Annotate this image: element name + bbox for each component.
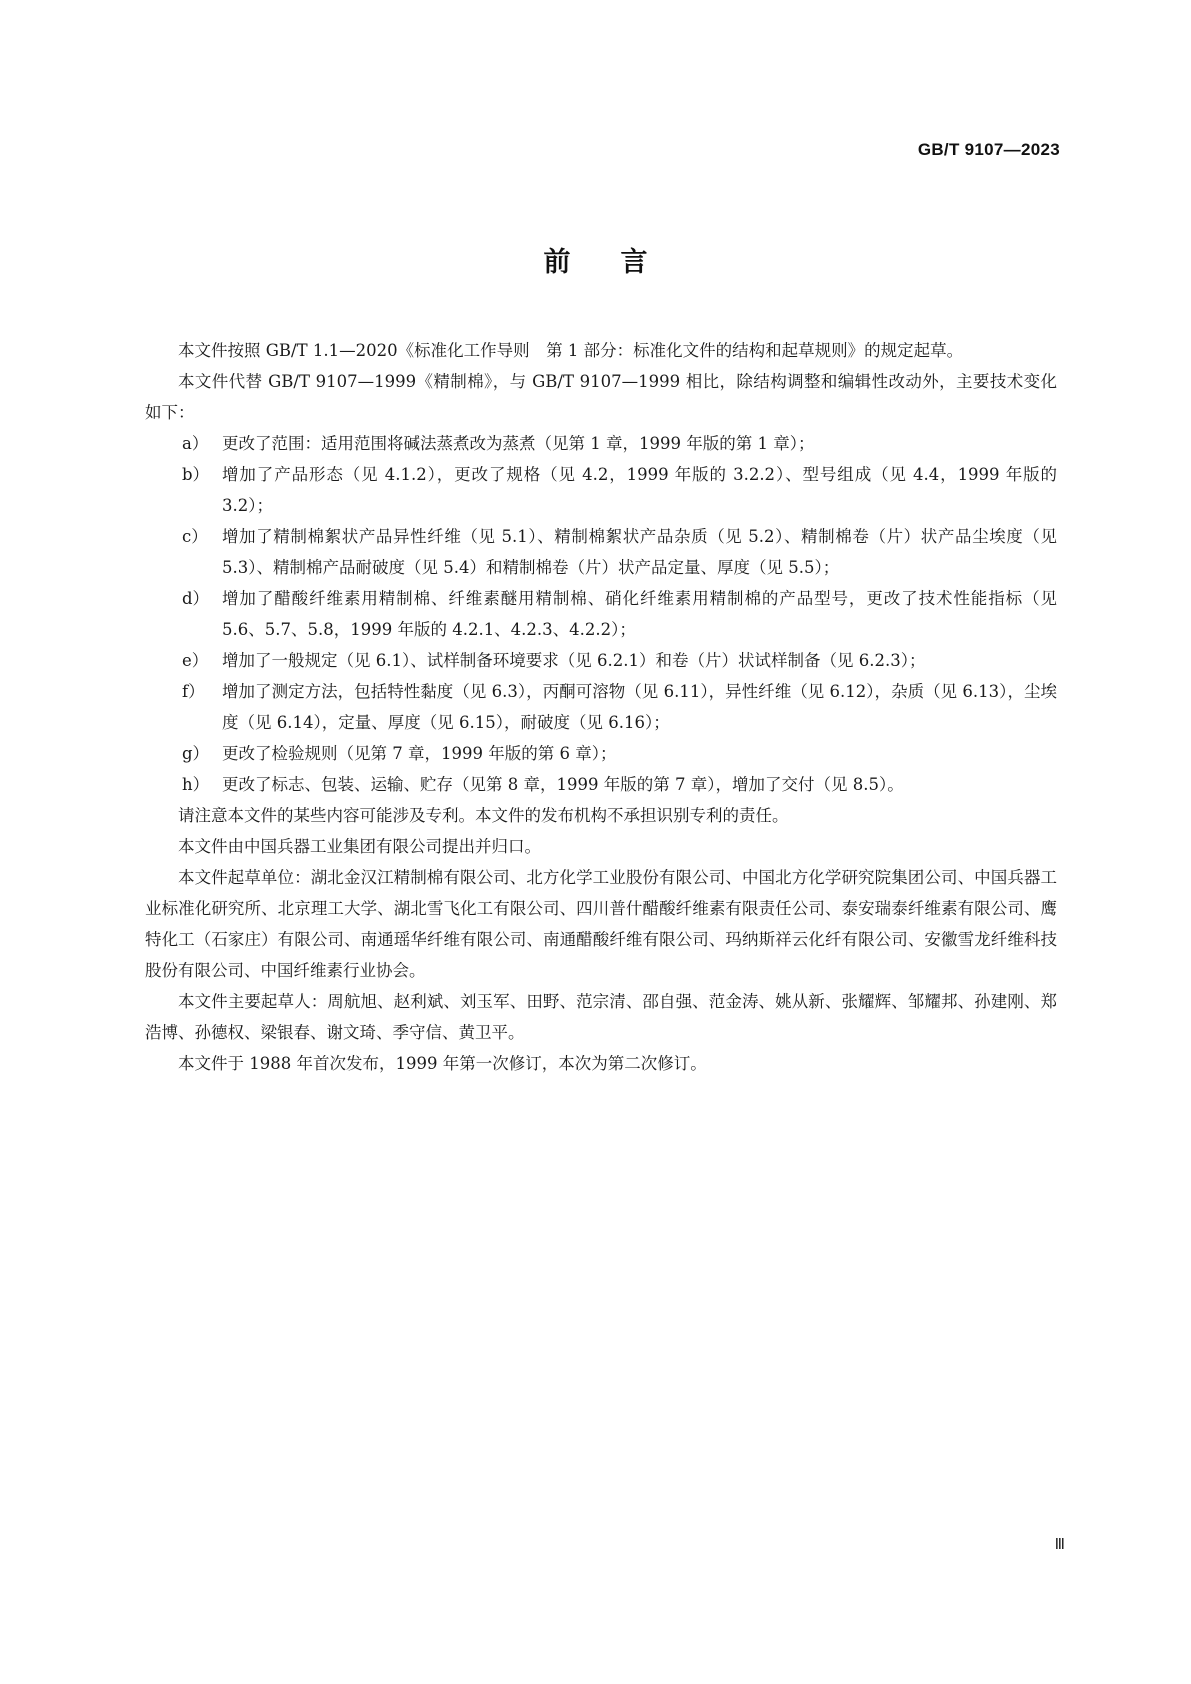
- paragraph: 本文件由中国兵器工业集团有限公司提出并归口。: [178, 837, 541, 856]
- standard-code: GB/T 9107—2023: [917, 140, 1060, 159]
- list-item-text: 增加了精制棉絮状产品异性纤维（见 5.1）、精制棉絮状产品杂质（见 5.2）、精制棉卷（片）状产品尘埃度（见 5.3）、精制棉产品耐破度（见 5.4）和精制棉卷（片）状产品定量、厚度（见 5.5）；: [222, 527, 1057, 577]
- list-marker: c）: [182, 527, 208, 546]
- list-item: [145, 645, 1057, 676]
- paragraph: 本文件于 1988 年首次发布，1999 年第一次修订，本次为第二次修订。: [178, 1054, 707, 1073]
- changes-list: [145, 428, 1057, 800]
- list-item-text: 增加了产品形态（见 4.1.2），更改了规格（见 4.2，1999 年版的 3.2.2）、型号组成（见 4.4，1999 年版的 3.2）；: [222, 465, 1057, 515]
- list-marker: h）: [182, 775, 210, 794]
- list-item-text: 更改了标志、包装、运输、贮存（见第 8 章，1999 年版的第 7 章），增加了交付（见 8.5）。: [222, 775, 904, 794]
- list-marker: d）: [182, 589, 210, 608]
- paragraph: 本文件代替 GB/T 9107—1999《精制棉》，与 GB/T 9107—1999 相比，除结构调整和编辑性改动外，主要技术变化如下：: [145, 372, 1057, 422]
- paragraph: 本文件按照 GB/T 1.1—2020《标准化工作导则 第 1 部分：标准化文件的结构和起草规则》的规定起草。: [178, 341, 964, 360]
- list-item-text: 增加了测定方法，包括特性黏度（见 6.3），丙酮可溶物（见 6.11），异性纤维（见 6.12），杂质（见 6.13），尘埃度（见 6.14），定量、厚度（见 6.15），耐破度（见 6.16）；: [222, 682, 1057, 732]
- list-item-text: 增加了醋酸纤维素用精制棉、纤维素醚用精制棉、硝化纤维素用精制棉的产品型号，更改了技术性能指标（见 5.6、5.7、5.8，1999 年版的 4.2.1、4.2.3、4.2.2）；: [222, 589, 1057, 639]
- list-marker: b）: [182, 465, 210, 484]
- foreword-body: [145, 335, 1057, 1079]
- list-item: [145, 459, 1057, 521]
- list-item: [145, 769, 1057, 800]
- list-item-text: 增加了一般规定（见 6.1）、试样制备环境要求（见 6.2.1）和卷（片）状试样制备（见 6.2.3）；: [222, 651, 926, 670]
- list-item: [145, 738, 1057, 769]
- list-marker: f）: [182, 682, 205, 701]
- list-item-text: 更改了检验规则（见第 7 章，1999 年版的第 6 章）；: [222, 744, 617, 763]
- list-item: [145, 583, 1057, 645]
- paragraph: 本文件起草单位：湖北金汉江精制棉有限公司、北方化学工业股份有限公司、中国北方化学研究院集团公司、中国兵器工业标准化研究所、北京理工大学、湖北雪飞化工有限公司、四川普什醋酸纤维素有限责任公司、泰安瑞泰纤维素有限公司、鹰特化工（石家庄）有限公司、南通瑶华纤维有限公司、南通醋酸纤维有限公司、玛纳斯祥云化纤有限公司、安徽雪龙纤维科技股份有限公司、中国纤维素行业协会。: [145, 868, 1057, 980]
- page-title: 前言: [543, 247, 698, 278]
- list-marker: e）: [182, 651, 209, 670]
- list-marker: a）: [182, 434, 209, 453]
- list-item: [145, 676, 1057, 738]
- list-item: [145, 428, 1057, 459]
- list-item-text: 更改了范围：适用范围将碱法蒸煮改为蒸煮（见第 1 章，1999 年版的第 1 章）；: [222, 434, 815, 453]
- paragraph: 本文件主要起草人：周航旭、赵利斌、刘玉军、田野、范宗清、邵自强、范金涛、姚从新、张耀辉、邹耀邦、孙建刚、郑浩博、孙德权、梁银春、谢文琦、季守信、黄卫平。: [145, 992, 1057, 1042]
- list-item: [145, 521, 1057, 583]
- paragraph: 请注意本文件的某些内容可能涉及专利。本文件的发布机构不承担识别专利的责任。: [178, 806, 789, 825]
- page-number: Ⅲ: [1054, 1535, 1065, 1553]
- list-marker: g）: [182, 744, 210, 763]
